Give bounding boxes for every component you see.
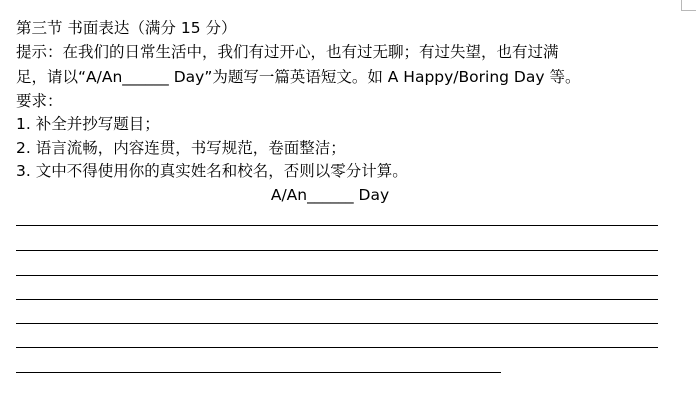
page-corner-mark [681, 0, 696, 11]
prompt-line-2: 足，请以“A/An______ Day”为题写一篇英语短文。如 A Happy/Boring Day 等。 [16, 68, 581, 86]
prompt-line-1: 提示：在我们的日常生活中，我们有过开心，也有过无聊；有过失望，也有过满 [16, 43, 559, 61]
requirement-item-3: 3. 文中不得使用你的真实姓名和校名，否则以零分计算。 [16, 162, 408, 180]
requirements-label: 要求： [16, 92, 63, 110]
requirement-item-2: 2. 语言流畅，内容连贯，书写规范，卷面整洁； [16, 139, 346, 157]
answer-line[interactable] [16, 225, 658, 226]
answer-line[interactable] [16, 250, 658, 251]
answer-line[interactable] [16, 299, 658, 300]
answer-line[interactable] [16, 372, 501, 373]
answer-line[interactable] [16, 275, 658, 276]
answer-line[interactable] [16, 347, 658, 348]
essay-title: A/An______ Day [270, 186, 390, 204]
answer-line[interactable] [16, 323, 658, 324]
requirement-item-1: 1. 补全并抄写题目； [16, 115, 160, 133]
section-heading: 第三节 书面表达（满分 15 分） [16, 19, 237, 37]
